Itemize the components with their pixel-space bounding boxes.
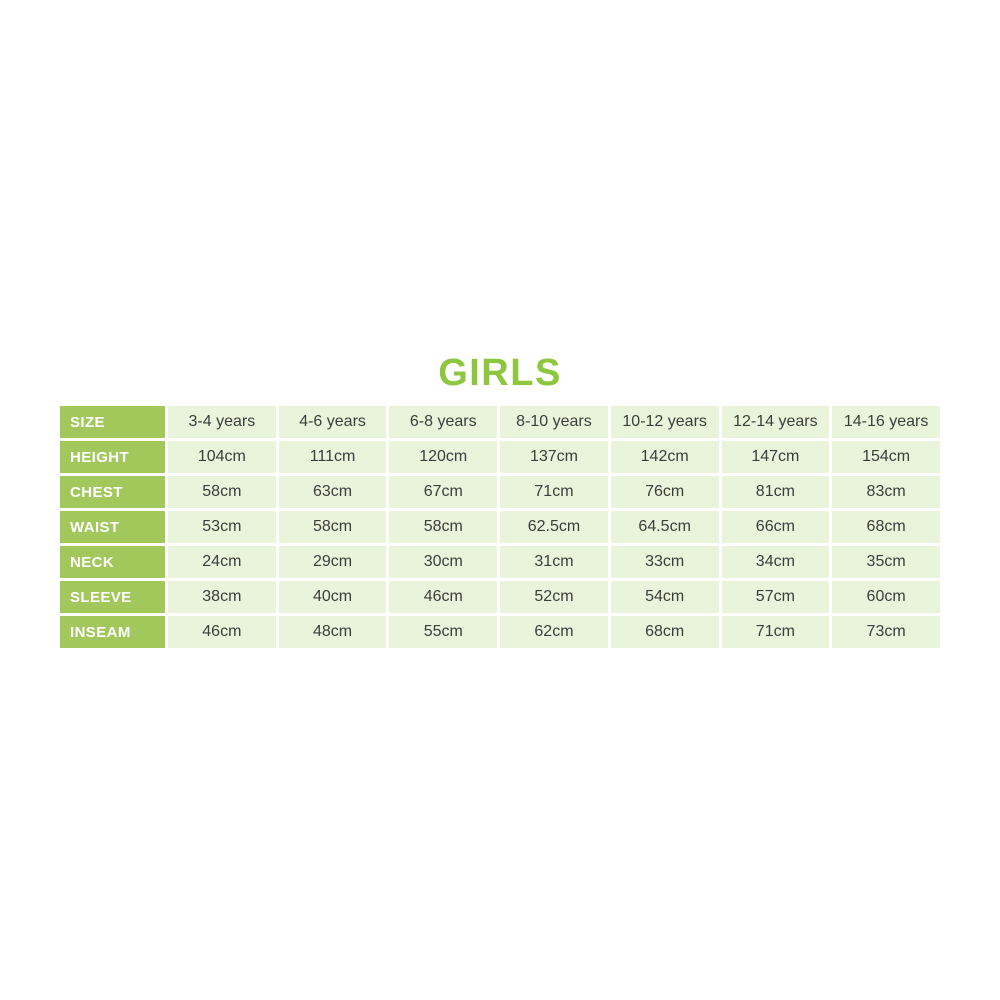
table-cell: 58cm — [168, 476, 276, 508]
table-cell: 71cm — [500, 476, 608, 508]
table-cell: 81cm — [722, 476, 830, 508]
table-cell: 55cm — [389, 616, 497, 648]
row-header-chest: CHEST — [60, 476, 165, 508]
row-header-inseam: INSEAM — [60, 616, 165, 648]
table-cell: 24cm — [168, 546, 276, 578]
table-cell: 29cm — [279, 546, 387, 578]
table-cell: 14-16 years — [832, 406, 940, 438]
table-row-chest — [60, 476, 940, 508]
table-cell: 46cm — [168, 616, 276, 648]
table-cell: 154cm — [832, 441, 940, 473]
table-row-size — [60, 406, 940, 438]
table-cell: 68cm — [832, 511, 940, 543]
table-cell: 111cm — [279, 441, 387, 473]
table-cell: 147cm — [722, 441, 830, 473]
table-cell: 31cm — [500, 546, 608, 578]
table-cell: 8-10 years — [500, 406, 608, 438]
table-cell: 52cm — [500, 581, 608, 613]
table-cell: 38cm — [168, 581, 276, 613]
table-cell: 63cm — [279, 476, 387, 508]
table-cell: 73cm — [832, 616, 940, 648]
table-row-sleeve — [60, 581, 940, 613]
table-cell: 33cm — [611, 546, 719, 578]
table-cell: 40cm — [279, 581, 387, 613]
table-cell: 4-6 years — [279, 406, 387, 438]
row-header-size: SIZE — [60, 406, 165, 438]
table-cell: 12-14 years — [722, 406, 830, 438]
table-row-waist — [60, 511, 940, 543]
table-cell: 3-4 years — [168, 406, 276, 438]
row-header-sleeve: SLEEVE — [60, 581, 165, 613]
table-cell: 10-12 years — [611, 406, 719, 438]
table-cell: 60cm — [832, 581, 940, 613]
table-cell: 120cm — [389, 441, 497, 473]
table-row-height — [60, 441, 940, 473]
table-cell: 48cm — [279, 616, 387, 648]
table-cell: 62.5cm — [500, 511, 608, 543]
table-cell: 58cm — [279, 511, 387, 543]
row-header-neck: NECK — [60, 546, 165, 578]
table-row-neck — [60, 546, 940, 578]
table-cell: 104cm — [168, 441, 276, 473]
table-cell: 30cm — [389, 546, 497, 578]
table-cell: 76cm — [611, 476, 719, 508]
table-cell: 35cm — [832, 546, 940, 578]
table-cell: 64.5cm — [611, 511, 719, 543]
page-title: GIRLS — [438, 352, 562, 394]
table-cell: 68cm — [611, 616, 719, 648]
row-header-height: HEIGHT — [60, 441, 165, 473]
table-cell: 54cm — [611, 581, 719, 613]
table-cell: 142cm — [611, 441, 719, 473]
table-cell: 46cm — [389, 581, 497, 613]
table-cell: 137cm — [500, 441, 608, 473]
table-cell: 6-8 years — [389, 406, 497, 438]
table-cell: 62cm — [500, 616, 608, 648]
table-cell: 67cm — [389, 476, 497, 508]
girls-size-chart-table — [57, 403, 943, 651]
table-cell: 71cm — [722, 616, 830, 648]
table-cell: 57cm — [722, 581, 830, 613]
size-table-body — [60, 406, 940, 648]
table-cell: 66cm — [722, 511, 830, 543]
table-cell: 58cm — [389, 511, 497, 543]
table-row-inseam — [60, 616, 940, 648]
table-cell: 34cm — [722, 546, 830, 578]
row-header-waist: WAIST — [60, 511, 165, 543]
table-cell: 53cm — [168, 511, 276, 543]
table-cell: 83cm — [832, 476, 940, 508]
